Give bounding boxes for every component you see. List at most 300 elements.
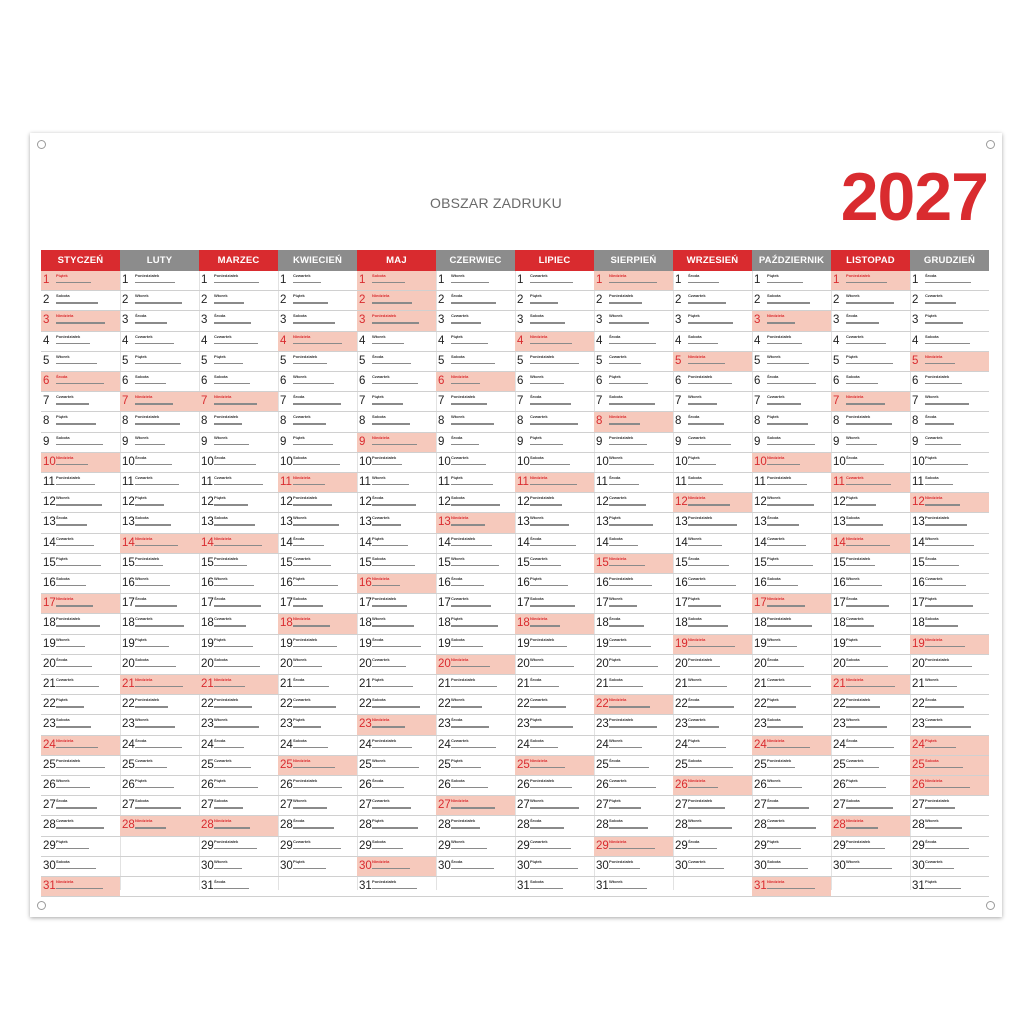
- day-number: 2: [675, 294, 682, 307]
- name-days-placeholder: [688, 625, 728, 626]
- name-days-text: [925, 683, 987, 692]
- name-days-text: [688, 400, 750, 409]
- weekday-name: Środa: [214, 454, 226, 460]
- day-number: 7: [359, 395, 366, 408]
- name-days-text: [56, 845, 118, 854]
- name-days-placeholder: [56, 322, 105, 323]
- name-days-placeholder: [530, 423, 578, 424]
- name-days-text: [688, 622, 750, 631]
- name-days-placeholder: [214, 302, 244, 303]
- day-row: [41, 332, 120, 352]
- name-days-placeholder: [214, 444, 249, 445]
- name-days-placeholder: [293, 605, 323, 606]
- day-row: [594, 695, 673, 715]
- day-number: 24: [438, 738, 451, 751]
- name-days-placeholder: [293, 706, 336, 707]
- day-number: 11: [280, 476, 292, 488]
- weekday-name: Niedziela: [609, 555, 627, 561]
- empty-day-row: [120, 877, 199, 897]
- weekday-name: Niedziela: [135, 677, 153, 682]
- day-number: 2: [596, 294, 603, 307]
- name-days-text: [56, 461, 118, 470]
- name-days-text: [214, 340, 276, 349]
- weekday-name: Wtorek: [56, 353, 70, 359]
- name-days-placeholder: [214, 383, 250, 384]
- day-row: [436, 756, 515, 776]
- day-row: [673, 554, 752, 574]
- day-row: [752, 837, 831, 857]
- weekday-name: Piątek: [135, 353, 147, 359]
- name-days-placeholder: [135, 807, 181, 808]
- name-days-placeholder: [214, 363, 243, 364]
- name-days-placeholder: [451, 686, 497, 687]
- name-days-text: [925, 885, 987, 894]
- name-days-placeholder: [451, 726, 489, 727]
- day-row: [357, 857, 436, 877]
- name-days-placeholder: [56, 585, 86, 586]
- weekday-name: Czwartek: [925, 576, 943, 581]
- weekday-name: Czwartek: [530, 273, 548, 278]
- name-days-text: [688, 643, 750, 652]
- name-days-placeholder: [609, 848, 655, 849]
- weekday-name: Czwartek: [688, 576, 706, 581]
- name-days-placeholder: [451, 605, 491, 606]
- name-days-placeholder: [530, 322, 565, 323]
- name-days-text: [530, 299, 592, 308]
- name-days-text: [767, 319, 829, 328]
- weekday-name: Sobota: [56, 717, 70, 723]
- weekday-name: Sobota: [530, 596, 544, 602]
- name-days-text: [925, 542, 987, 551]
- name-days-text: [925, 562, 987, 571]
- day-number: 11: [517, 476, 529, 488]
- name-days-placeholder: [609, 464, 654, 465]
- day-row: [120, 534, 199, 554]
- day-row: [41, 554, 120, 574]
- name-days-text: [372, 865, 434, 874]
- name-days-text: [688, 279, 750, 288]
- name-days-placeholder: [214, 282, 259, 283]
- day-number: 19: [912, 637, 925, 650]
- day-row: [199, 655, 278, 675]
- day-number: 10: [517, 455, 530, 468]
- day-row: [673, 796, 752, 816]
- day-row: [831, 736, 910, 756]
- day-number: 6: [359, 375, 366, 387]
- day-number: 20: [675, 657, 688, 670]
- name-days-placeholder: [293, 403, 341, 404]
- day-number: 1: [833, 274, 840, 286]
- name-days-placeholder: [56, 625, 100, 626]
- weekday-name: Środa: [609, 475, 621, 480]
- weekday-name: Sobota: [451, 636, 465, 642]
- day-number: 6: [201, 375, 208, 387]
- name-days-text: [56, 824, 118, 833]
- name-days-placeholder: [925, 403, 969, 404]
- weekday-name: Poniedziałek: [293, 353, 318, 359]
- day-number: 4: [912, 334, 919, 347]
- weekday-name: Piątek: [372, 535, 384, 541]
- weekday-name: Niedziela: [372, 858, 390, 864]
- day-number: 14: [122, 536, 135, 549]
- day-row: [278, 513, 357, 533]
- day-number: 9: [517, 435, 524, 448]
- day-row: [41, 796, 120, 816]
- day-number: 7: [43, 395, 50, 408]
- day-number: 27: [43, 799, 56, 812]
- day-row: [436, 655, 515, 675]
- name-days-placeholder: [214, 343, 258, 344]
- day-number: 29: [754, 839, 767, 852]
- name-days-placeholder: [372, 726, 405, 727]
- day-number: 25: [675, 758, 688, 771]
- weekday-name: Piątek: [925, 596, 937, 602]
- name-days-text: [767, 602, 829, 611]
- day-number: 2: [43, 294, 50, 307]
- day-number: 5: [122, 354, 129, 367]
- day-row: [752, 513, 831, 533]
- day-row: [752, 715, 831, 735]
- day-row: [515, 433, 594, 453]
- name-days-text: [372, 784, 434, 793]
- name-days-text: [451, 784, 513, 793]
- name-days-text: [293, 461, 355, 470]
- day-number: 7: [675, 395, 682, 408]
- day-row: [831, 513, 910, 533]
- name-days-placeholder: [293, 848, 341, 849]
- day-number: 4: [201, 334, 208, 347]
- name-days-text: [293, 340, 355, 349]
- day-row: [673, 513, 752, 533]
- day-number: 27: [754, 799, 767, 812]
- weekday-name: Piątek: [293, 434, 305, 440]
- name-days-text: [214, 865, 276, 874]
- day-row: [910, 513, 989, 533]
- day-row: [278, 715, 357, 735]
- name-days-placeholder: [293, 343, 342, 344]
- day-row: [436, 352, 515, 372]
- day-number: 20: [122, 657, 135, 670]
- name-days-placeholder: [214, 827, 250, 828]
- name-days-text: [767, 441, 829, 450]
- weekday-name: Środa: [451, 717, 463, 723]
- day-number: 21: [280, 678, 293, 690]
- weekday-name: Poniedziałek: [214, 838, 239, 844]
- name-days-text: [925, 582, 987, 591]
- weekday-name: Piątek: [56, 697, 68, 703]
- weekday-name: Sobota: [451, 495, 465, 501]
- name-days-placeholder: [372, 343, 404, 344]
- weekday-name: Czwartek: [688, 293, 706, 299]
- name-days-placeholder: [925, 585, 966, 586]
- name-days-text: [688, 845, 750, 854]
- name-days-placeholder: [56, 726, 91, 727]
- day-number: 10: [438, 455, 451, 468]
- day-number: 24: [754, 738, 767, 751]
- name-days-text: [372, 481, 434, 490]
- name-days-placeholder: [925, 464, 968, 465]
- weekday-name: Piątek: [609, 374, 621, 379]
- weekday-name: Wtorek: [767, 353, 781, 359]
- name-days-placeholder: [451, 827, 480, 828]
- day-row: [594, 796, 673, 816]
- name-days-placeholder: [925, 444, 961, 445]
- name-days-placeholder: [688, 726, 719, 727]
- month-header: SIERPIEŃ: [594, 250, 673, 271]
- name-days-text: [688, 360, 750, 369]
- name-days-placeholder: [293, 827, 334, 828]
- day-number: 19: [675, 637, 688, 650]
- name-days-text: [293, 582, 355, 591]
- day-number: 27: [596, 799, 609, 812]
- name-days-placeholder: [135, 625, 184, 626]
- name-days-text: [214, 562, 276, 571]
- day-row: [199, 392, 278, 412]
- weekday-name: Środa: [609, 616, 621, 622]
- weekday-name: Czwartek: [293, 273, 311, 278]
- name-days-placeholder: [214, 787, 258, 788]
- day-number: 19: [201, 637, 214, 650]
- day-row: [199, 412, 278, 432]
- name-days-text: [214, 542, 276, 551]
- name-days-text: [56, 784, 118, 793]
- weekday-name: Wtorek: [767, 636, 781, 642]
- weekday-name: Niedziela: [530, 616, 548, 622]
- weekday-name: Sobota: [293, 313, 307, 319]
- name-days-text: [135, 562, 197, 571]
- day-row: [41, 412, 120, 432]
- name-days-placeholder: [372, 484, 409, 485]
- name-days-text: [609, 683, 671, 692]
- name-days-text: [56, 804, 118, 813]
- day-row: [278, 473, 357, 493]
- name-days-text: [688, 441, 750, 450]
- name-days-text: [688, 521, 750, 530]
- day-number: 13: [754, 516, 767, 529]
- day-row: [120, 635, 199, 655]
- day-row: [120, 756, 199, 776]
- name-days-placeholder: [135, 282, 175, 283]
- day-number: 29: [43, 839, 56, 852]
- weekday-name: Niedziela: [293, 616, 311, 622]
- name-days-placeholder: [688, 545, 722, 546]
- name-days-placeholder: [925, 282, 971, 283]
- weekday-name: Czwartek: [767, 677, 785, 682]
- weekday-name: Piątek: [609, 656, 621, 662]
- name-days-text: [609, 663, 671, 672]
- weekday-name: Środa: [925, 273, 937, 278]
- name-days-placeholder: [214, 747, 244, 748]
- day-row: [199, 594, 278, 614]
- day-row: [594, 372, 673, 392]
- day-row: [910, 796, 989, 816]
- name-days-placeholder: [925, 767, 963, 768]
- name-days-placeholder: [925, 383, 962, 384]
- name-days-text: [767, 622, 829, 631]
- day-row: [199, 352, 278, 372]
- name-days-text: [846, 562, 908, 571]
- weekday-name: Wtorek: [135, 717, 149, 723]
- weekday-name: Czwartek: [372, 515, 390, 521]
- weekday-name: Czwartek: [56, 818, 74, 824]
- day-row: [594, 715, 673, 735]
- day-number: 27: [833, 799, 846, 812]
- weekday-name: Czwartek: [293, 838, 311, 844]
- weekday-name: Poniedziałek: [135, 697, 160, 703]
- day-number: 25: [201, 758, 214, 771]
- day-number: 1: [438, 274, 445, 286]
- day-row: [831, 291, 910, 311]
- weekday-name: Sobota: [293, 454, 307, 460]
- name-days-placeholder: [609, 726, 657, 727]
- day-number: 28: [675, 819, 688, 832]
- weekday-name: Poniedziałek: [372, 313, 397, 319]
- name-days-placeholder: [214, 868, 242, 869]
- weekday-name: Piątek: [530, 858, 542, 864]
- day-number: 29: [596, 839, 609, 852]
- day-row: [278, 695, 357, 715]
- name-days-text: [214, 683, 276, 692]
- weekday-name: Sobota: [609, 677, 623, 682]
- weekday-name: Środa: [56, 798, 68, 804]
- name-days-placeholder: [530, 888, 563, 889]
- name-days-placeholder: [214, 686, 245, 687]
- weekday-name: Niedziela: [135, 394, 153, 400]
- weekday-name: Sobota: [530, 454, 544, 460]
- weekday-name: Środa: [767, 374, 779, 379]
- name-days-placeholder: [56, 383, 104, 384]
- weekday-name: Piątek: [56, 555, 68, 561]
- day-row: [752, 453, 831, 473]
- weekday-name: Poniedziałek: [56, 757, 81, 763]
- day-row: [752, 574, 831, 594]
- weekday-name: Piątek: [56, 273, 68, 278]
- name-days-text: [925, 380, 987, 389]
- name-days-text: [688, 319, 750, 328]
- name-days-text: [767, 764, 829, 773]
- weekday-name: Środa: [530, 535, 542, 541]
- name-days-placeholder: [372, 848, 403, 849]
- name-days-text: [688, 501, 750, 510]
- weekday-name: Czwartek: [293, 555, 311, 561]
- day-number: 20: [517, 657, 530, 670]
- day-number: 24: [833, 738, 846, 751]
- name-days-placeholder: [135, 423, 180, 424]
- weekday-name: Czwartek: [530, 697, 548, 703]
- weekday-name: Piątek: [609, 798, 621, 804]
- weekday-name: Piątek: [214, 353, 226, 359]
- name-days-placeholder: [767, 565, 813, 566]
- name-days-placeholder: [293, 444, 333, 445]
- day-number: 1: [754, 274, 761, 286]
- name-days-text: [451, 845, 513, 854]
- weekday-name: Środa: [214, 879, 226, 884]
- name-days-text: [135, 461, 197, 470]
- name-days-text: [767, 703, 829, 712]
- day-number: 25: [754, 758, 767, 771]
- name-days-placeholder: [135, 343, 174, 344]
- name-days-placeholder: [135, 827, 166, 828]
- day-row: [910, 857, 989, 877]
- weekday-name: Wtorek: [451, 838, 465, 844]
- name-days-text: [530, 622, 592, 631]
- day-row: [673, 776, 752, 796]
- name-days-text: [767, 885, 829, 894]
- day-row: [278, 412, 357, 432]
- weekday-name: Niedziela: [56, 313, 74, 319]
- weekday-name: Piątek: [56, 838, 68, 844]
- name-days-text: [530, 582, 592, 591]
- weekday-name: Poniedziałek: [846, 697, 871, 703]
- weekday-name: Piątek: [688, 737, 700, 743]
- weekday-name: Czwartek: [451, 596, 469, 602]
- day-number: 24: [122, 738, 135, 751]
- name-days-placeholder: [688, 827, 732, 828]
- day-number: 24: [43, 738, 56, 751]
- name-days-placeholder: [530, 585, 568, 586]
- month-column: [357, 250, 437, 890]
- name-days-placeholder: [609, 524, 653, 525]
- day-number: 18: [517, 617, 530, 630]
- weekday-name: Wtorek: [925, 818, 939, 824]
- weekday-name: Środa: [451, 858, 463, 864]
- day-row: [910, 816, 989, 836]
- name-days-text: [846, 683, 908, 692]
- name-days-placeholder: [688, 464, 716, 465]
- weekday-name: Piątek: [767, 838, 779, 844]
- weekday-name: Wtorek: [56, 778, 70, 783]
- weekday-name: Niedziela: [56, 879, 74, 884]
- weekday-name: Środa: [688, 697, 700, 703]
- day-row: [278, 635, 357, 655]
- weekday-name: Środa: [767, 798, 779, 804]
- weekday-name: Środa: [530, 677, 542, 682]
- name-days-text: [925, 804, 987, 813]
- name-days-text: [767, 582, 829, 591]
- weekday-name: Poniedziałek: [925, 656, 950, 662]
- weekday-name: Niedziela: [293, 333, 311, 339]
- weekday-name: Poniedziałek: [925, 374, 950, 379]
- day-number: 17: [280, 597, 293, 610]
- day-number: 15: [359, 556, 372, 569]
- weekday-name: Wtorek: [293, 374, 307, 379]
- day-number: 27: [280, 799, 293, 812]
- name-days-text: [56, 521, 118, 530]
- name-days-placeholder: [530, 706, 566, 707]
- day-number: 5: [912, 354, 919, 367]
- day-number: 8: [754, 415, 761, 428]
- day-number: 20: [438, 657, 451, 670]
- day-row: [199, 574, 278, 594]
- name-days-text: [293, 400, 355, 409]
- name-days-placeholder: [688, 383, 732, 384]
- day-number: 31: [912, 880, 925, 892]
- day-number: 6: [280, 375, 287, 387]
- name-days-placeholder: [767, 706, 796, 707]
- name-days-text: [688, 804, 750, 813]
- name-days-text: [609, 885, 671, 894]
- day-number: 11: [596, 476, 608, 488]
- name-days-text: [688, 744, 750, 753]
- day-row: [910, 594, 989, 614]
- weekday-name: Środa: [451, 293, 463, 299]
- day-row: [752, 412, 831, 432]
- name-days-text: [767, 804, 829, 813]
- day-row: [673, 392, 752, 412]
- name-days-text: [609, 845, 671, 854]
- name-days-placeholder: [451, 787, 488, 788]
- day-number: 26: [438, 779, 451, 791]
